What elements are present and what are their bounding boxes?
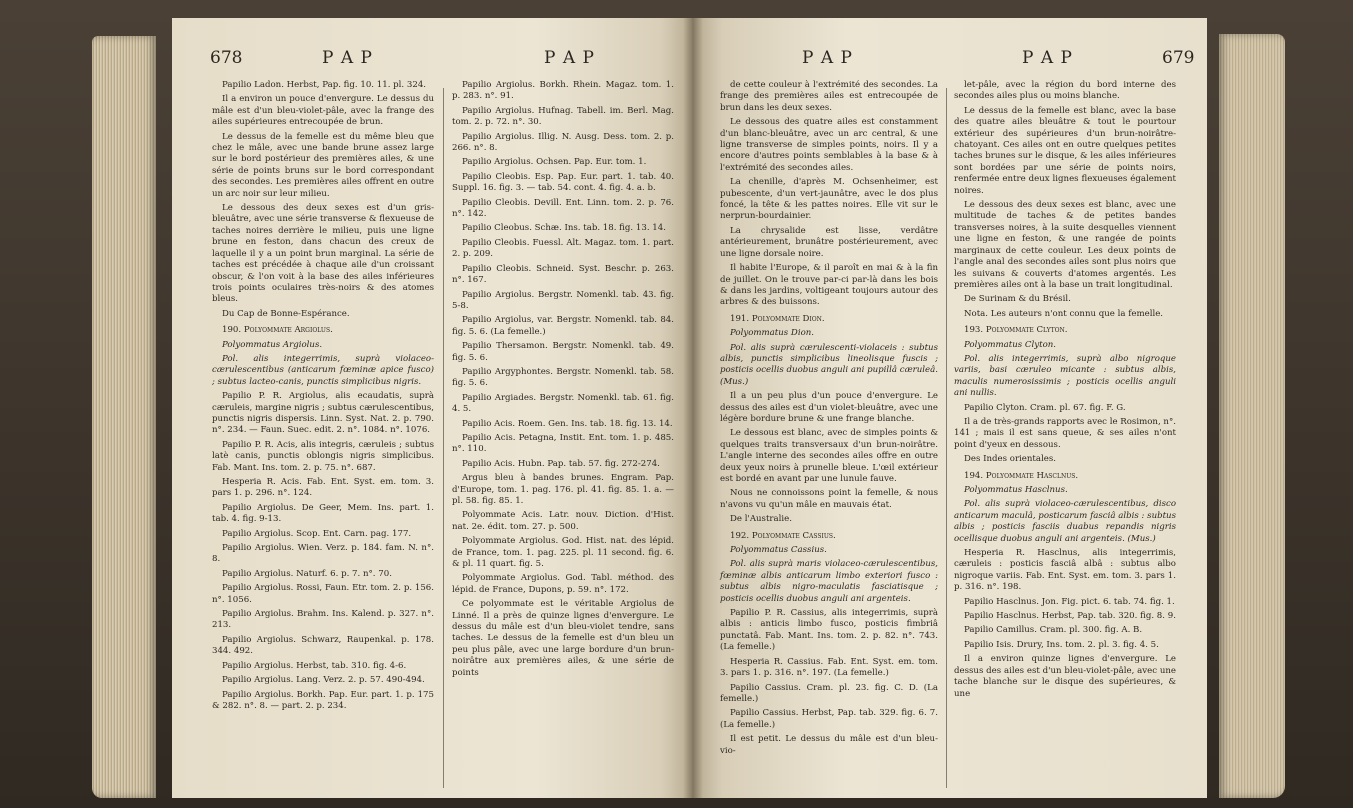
text-paragraph: Papilio Argiolus. Hufnag. Tabell. im. Berl. Mag. tom. 2. p. 72. n°. 30. [452,105,674,128]
text-paragraph: Pol. alis integerrimis, suprà violaceo-cærulescentibus (anticarum fœminæ apice fusco) ; subtus lacteo-canis, punctis simplicibus nigris. [212,353,434,387]
text-paragraph: 193. Polyommate Clyton. [964,325,1068,336]
text-paragraph: Papilio Argiolus. Schwarz, Raupenkal. p. 178. 344. 492. [212,634,434,657]
text-paragraph: Papilio Argiolus. Borkh. Pap. Eur. part. 1. p. 175 & 282. n°. 8. — part. 2. p. 234. [212,689,434,711]
left-column-1 [212,80,434,715]
right-page [692,18,1207,798]
text-paragraph: Papilio Argiolus. Brahm. Ins. Kalend. p. 327. n°. 213. [212,609,434,631]
text-paragraph: Polyommatus Argiolus. [222,339,323,350]
text-paragraph: 191. Polyommate Dion. [730,313,825,324]
left-column-2 [452,80,674,682]
text-paragraph: Papilio Acis. Roem. Gen. Ins. tab. 18. fig. 13. 14. [462,418,673,429]
text-paragraph: Papilio Acis. Hubn. Pap. tab. 57. fig. 272-274. [462,458,660,469]
right-running-head-1: P A P [802,48,853,68]
text-paragraph: Papilio Hasclnus. Herbst, Pap. tab. 320. fig. 8. 9. [964,611,1176,622]
text-paragraph: Papilio Argiolus. Naturf. 6. p. 7. n°. 70. [222,568,392,579]
text-paragraph: De Surinam & du Brésil. [964,294,1071,305]
text-paragraph: Papilio Argiolus. Ochsen. Pap. Eur. tom. 1. [462,157,647,168]
text-paragraph: Papilio Cleobis. Esp. Pap. Eur. part. 1. tab. 40. Suppl. 16. fig. 3. — tab. 54. cont. 4. fig. 4. a. b. [452,171,674,194]
text-paragraph: Papilio Cleobis. Fuessl. Alt. Magaz. tom. 1. part. 2. p. 209. [452,237,674,260]
text-paragraph: Papilio Ladon. Herbst, Pap. fig. 10. 11. pl. 324. [222,80,427,90]
text-paragraph: Papilio Hasclnus. Jon. Fig. pict. 6. tab. 74. fig. 1. [964,596,1175,607]
text-paragraph: Il habite l'Europe, & il paroît en mai & à la fin de juillet. On le trouve par-ci par-là dans les bois & dans les jardins, voltigeant toujours autour des arbres & des buissons. [720,263,938,308]
text-paragraph: Il a environ quinze lignes d'envergure. Le dessus des ailes est d'un bleu-violet-pâle, avec une tache blanche sur le disque des supérieures, & une [954,654,1176,699]
text-paragraph: Argus bleu à bandes brunes. Engram. Pap. d'Europe, tom. 1. pag. 176. pl. 41. fig. 85. 1. a. — pl. 58. fig. 85. 1. [452,473,674,506]
text-paragraph: Papilio Argiolus. De Geer, Mem. Ins. part. 1. tab. 4. fig. 9-13. [212,502,434,525]
text-paragraph: Polyommate Argiolus. God. Tabl. méthod. des lépid. de France, Dupons, p. 59. n°. 172. [452,573,674,595]
text-paragraph: Papilio Argiolus. Lang. Verz. 2. p. 57. 490-494. [222,675,425,686]
text-paragraph: Papilio Cassius. Herbst, Pap. tab. 329. fig. 6. 7. (La femelle.) [720,708,938,730]
text-paragraph: Polyommatus Clyton. [964,339,1057,350]
text-paragraph: Papilio Cleobis. Devill. Ent. Linn. tom. 2. p. 76. n°. 142. [452,197,674,220]
text-paragraph: Ce polyommate est le véritable Argiolus de Linné. Il a près de quinze lignes d'envergure. Le dessus du mâle est d'un bleu-violet tendre, sans taches. Le dessus de la femelle est d'un bleu un peu plus pâle, avec une large bordure d'un brun-noirâtre aux premières ailes, & une série de points [452,599,674,678]
left-running-head-2: P A P [544,48,595,68]
text-paragraph: Le dessous des deux sexes est blanc, avec une multitude de taches & de petites bandes transverses noires, à la suite desquelles viennent une ligne en feston, & une rangée de points marginaux de cette couleur. Les deux points de l'angle anal des secondes ailes sont plus noirs que les suivans & couverts d'atomes argentés. Les premières ailes ont à la base un trait longitudinal. [954,200,1176,290]
text-paragraph: De l'Australie. [730,514,792,525]
text-paragraph: Papilio Argiolus. Borkh. Rhein. Magaz. tom. 1. p. 283. n°. 91. [452,80,674,102]
text-paragraph: La chenille, d'après M. Ochsenheimer, est pubescente, d'un vert-jaunâtre, avec le dos plus foncé, la tête & les pattes noires. Elle vit sur le nerprun-bourdainier. [720,177,938,222]
text-paragraph: Papilio Argiolus. Wien. Verz. p. 184. fam. N. n°. 8. [212,543,434,565]
text-paragraph: Nota. Les auteurs n'ont connu que la femelle. [964,308,1164,319]
right-page-number: 679 [1162,48,1195,68]
text-paragraph: Pol. alis suprà cærulescenti-violaceis : subtus albis, punctis simplicibus lineolisque fuscis ; posticis ocellis duobus anguli ani pupillâ cæruleâ. (Mus.) [720,342,938,387]
text-paragraph: Pol. alis suprà maris violaceo-cærulescentibus, fœminæ albis anticarum limbo exteriori fusco : subtus albis nigro-maculatis fasciatisque ; posticis ocellis duobus anguli ani argenteis. [720,559,938,604]
text-paragraph: Papilio Argiades. Bergstr. Nomenkl. tab. 61. fig. 4. 5. [452,392,674,415]
text-paragraph: 194. Polyommate Hasclnus. [964,470,1079,481]
text-paragraph: Le dessous est blanc, avec de simples points & quelques traits transversaux d'un brun-noirâtre. L'angle interne des secondes ailes offre en outre deux yeux noirs à prunelle bleue. L'œil extérieur est bordé en avant par une lunule fauve. [720,428,938,484]
text-paragraph: Le dessous des deux sexes est d'un gris-bleuâtre, avec une série transverse & flexueuse de taches noires derrière le milieu, puis une ligne brune en feston, dans chacun des creux de laquelle il y a un point brun marginal. La série de taches est précédée à chaque aile d'un croissant obscur, & l'on voit à la base des ailes inférieures trois points oculaires très-noirs & des atomes bleus. [212,203,434,305]
text-paragraph: Le dessous des quatre ailes est constamment d'un blanc-bleuâtre, avec un arc central, & une ligne transverse de simples points, noirs. Il y a encore d'autres points semblables à la base & à l'extrémité des secondes ailes. [720,117,938,173]
text-paragraph: Papilio Thersamon. Bergstr. Nomenkl. tab. 49. fig. 5. 6. [452,341,674,363]
text-paragraph: 192. Polyommate Cassius. [730,530,836,541]
text-paragraph: Papilio Clyton. Cram. pl. 67. fig. F. G. [964,402,1126,413]
text-paragraph: Papilio Argiolus. Rossi, Faun. Etr. tom. 2. p. 156. n°. 1056. [212,583,434,605]
text-paragraph: Papilio Argiolus. Illig. N. Ausg. Dess. tom. 2. p. 266. n°. 8. [452,131,674,154]
text-paragraph: Polyommatus Dion. [730,328,815,339]
text-paragraph: let-pâle, avec la région du bord interne des secondes ailes plus ou moins blanche. [954,80,1176,102]
text-paragraph: Du Cap de Bonne-Espérance. [222,308,350,319]
text-paragraph: 190. Polyommate Argiolus. [222,325,333,336]
text-paragraph: Hesperia R. Cassius. Fab. Ent. Syst. em. tom. 3. pars 1. p. 316. n°. 197. (La femelle.) [720,656,938,679]
text-paragraph: Papilio Argiolus. Herbst, tab. 310. fig. 4-6. [222,660,407,671]
text-paragraph: Papilio Argiolus, var. Bergstr. Nomenkl. tab. 84. fig. 5. 6. (La femelle.) [452,315,674,337]
text-paragraph: Papilio Camillus. Cram. pl. 300. fig. A. B. [964,625,1143,636]
text-paragraph: Papilio Argiolus. Bergstr. Nomenkl. tab. 43. fig. 5-8. [452,289,674,311]
right-column-1 [720,80,938,760]
text-paragraph: Papilio Argiolus. Scop. Ent. Carn. pag. 177. [222,528,412,539]
text-paragraph: La chrysalide est lisse, verdâtre antérieurement, brunâtre postérieurement, avec une ligne dorsale noire. [720,225,938,259]
column-rule [443,88,444,788]
text-paragraph: Papilio Argyphontes. Bergstr. Nomenkl. tab. 58. fig. 5. 6. [452,366,674,389]
text-paragraph: Polyommatus Cassius. [730,545,827,556]
text-paragraph: Pol. alis suprà violaceo-cærulescentibus, disco anticarum maculâ, posticarum fasciâ albis : subtus albis ; posticis fasciis duabus repandis nigris ocellisque duobus anguli ani argenteis. (Mus.) [954,499,1176,544]
text-paragraph: Il a de très-grands rapports avec le Rosimon, n°. 141 ; mais il est sans queue, & ses ailes n'ont point d'yeux en dessous. [954,416,1176,450]
text-paragraph: Pol. alis integerrimis, suprà albo nigroque variis, basi cæruleo micante : subtus albis, maculis numerosissimis ; posticis ocellis anguli ani nullis. [954,353,1176,399]
text-paragraph: Des Indes orientales. [964,454,1056,465]
left-running-head-1: P A P [322,48,373,68]
text-paragraph: Papilio Cassius. Cram. pl. 23. fig. C. D. (La femelle.) [720,682,938,704]
left-page-edges [92,36,156,798]
text-paragraph: de cette couleur à l'extrémité des secondes. La frange des premières ailes est entrecoupée de brun dans les deux sexes. [720,80,938,113]
text-paragraph: Polyommate Acis. Latr. nouv. Diction. d'Hist. nat. 2e. édit. tom. 27. p. 500. [452,510,674,532]
text-paragraph: Polyommatus Hasclnus. [964,485,1068,495]
text-paragraph: Il est petit. Le dessus du mâle est d'un bleu-vio- [720,734,938,756]
text-paragraph: Hesperia R. Hasclnus, alis integerrimis, cæruleis : posticis fasciâ albâ : subtus albo nigroque variis. Fab. Ent. Syst. em. tom. 3. pars 1. p. 316. n°. 198. [954,548,1176,593]
text-paragraph: Il a un peu plus d'un pouce d'envergure. Le dessus des ailes est d'un violet-bleuâtre, avec une légère bordure brune & une frange blanche. [720,391,938,424]
text-paragraph: Papilio P. R. Cassius, alis integerrimis, suprà albis : anticis limbo fusco, posticis fimbriâ punctatâ. Fab. Mant. Ins. tom. 2. p. 82. n°. 743. (La femelle.) [720,608,938,653]
text-paragraph: Hesperia R. Acis. Fab. Ent. Syst. em. tom. 3. pars 1. p. 296. n°. 124. [212,477,434,499]
text-paragraph: Le dessus de la femelle est blanc, avec la base des quatre ailes bleuâtre & tout le pourtour extérieur des supérieures d'un brun-noirâtre-chatoyant. Ces ailes ont en outre quelques petites taches brunes sur le disque, & les ailes inférieures sont bordées par une série de points noirs, renfermée entre deux lignes flexueuses également noires. [954,105,1176,196]
right-page-edges [1219,34,1285,798]
text-paragraph: Le dessus de la femelle est du même bleu que chez le mâle, avec une bande brune assez large sur le bord postérieur des premières ailes, & une série de points bruns sur le bord correspondant des secondes. Les premières ailes offrent en outre un arc noir sur leur milieu. [212,131,434,199]
left-page [172,18,692,798]
right-running-head-2: P A P [1022,48,1073,68]
book-gutter [683,18,703,798]
text-paragraph: Papilio P. R. Acis, alis integris, cæruleis ; subtus latè canis, punctis oblongis nigris simplicibus. Fab. Mant. Ins. tom. 2. p. 75. n°. 687. [212,439,434,473]
text-paragraph: Papilio Cleobus. Schæ. Ins. tab. 18. fig. 13. 14. [462,223,666,234]
text-paragraph: Papilio Cleobis. Schneid. Syst. Beschr. p. 263. n°. 167. [452,263,674,286]
text-paragraph: Papilio P. R. Argiolus, alis ecaudatis, suprà cæruleis, margine nigris ; subtus cærulescentibus, punctis nigris dispersis. Linn. Syst. Nat. 2. p. 790. n°. 234. — Faun. Suec. edit. 2. n°. 1084. n°. 1076. [212,391,434,436]
left-page-number: 678 [210,48,243,68]
text-paragraph: Polyommate Argiolus. God. Hist. nat. des lépid. de France, tom. 1. pag. 225. pl. 11 second. fig. 6. & pl. 11 quart. fig. 5. [452,536,674,570]
text-paragraph: Il a environ un pouce d'envergure. Le dessus du mâle est d'un bleu-violet-pâle, avec la frange des ailes supérieures entrecoupée de brun. [212,94,434,128]
text-paragraph: Papilio Acis. Petagna, Instit. Ent. tom. 1. p. 485. n°. 110. [452,432,674,455]
text-paragraph: Nous ne connoissons point la femelle, & nous n'avons vu qu'un mâle en mauvais état. [720,488,938,510]
column-rule [946,88,947,788]
open-book [150,6,1225,801]
text-paragraph: Papilio Isis. Drury, Ins. tom. 2. pl. 3. fig. 4. 5. [964,639,1159,650]
right-column-2 [954,80,1176,703]
